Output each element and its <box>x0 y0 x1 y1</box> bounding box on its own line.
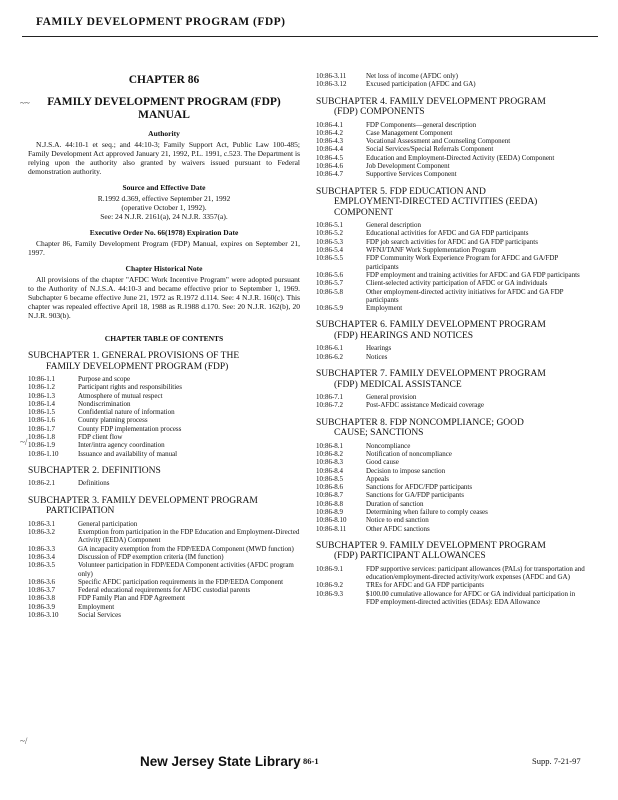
toc-row <box>28 375 300 383</box>
section-title: Notice to end sanction <box>366 516 429 525</box>
subchapter-title-cont: (FDP) MEDICAL ASSISTANCE <box>334 379 462 390</box>
executive-order-text: Chapter 86, Family Development Program (FDP) Manual, expires on September 21, 1997. <box>28 239 300 257</box>
section-title: WFNJ/TANF Work Supplementation Program <box>366 246 496 255</box>
section-title: Educational activities for AFDC and GA FDP participants <box>366 229 529 238</box>
section-title: Confidential nature of information <box>78 408 175 417</box>
section-title: FDP job search activities for AFDC and GA FDP participants <box>366 237 538 246</box>
executive-order-heading: Executive Order No. 66(1978) Expiration Date <box>89 228 239 237</box>
section-number: 10:86-8.7 <box>316 491 344 500</box>
section-title: Specific AFDC participation requirements in the FDP/EEDA Component <box>78 577 284 586</box>
section-title: General description <box>366 221 422 230</box>
section-number: 10:86-7.1 <box>316 393 344 402</box>
subchapter-title-cont: PARTICIPATION <box>46 506 115 517</box>
section-title: Education and Employment-Directed Activity (EEDA) Component <box>366 153 555 162</box>
toc-row <box>28 392 300 400</box>
section-title: Job Development Component <box>366 162 450 171</box>
section-number: 10:86-3.10 <box>28 611 59 620</box>
section-title: Sanctions for AFDC/FDP participants <box>366 483 473 492</box>
section-title: FDP Components—general description <box>366 120 477 129</box>
section-title: Social Services <box>78 611 121 620</box>
section-title: Purpose and scope <box>78 375 131 383</box>
section-number: 10:86-8.1 <box>316 441 344 450</box>
toc-row <box>316 246 588 254</box>
section-number: 10:86-8.4 <box>316 466 344 475</box>
margin-mark: ~/ <box>20 736 28 746</box>
toc-row <box>28 545 300 553</box>
section-title: Volunteer participation in FDP/EEDA Component activities (AFDC program only) <box>78 561 294 578</box>
section-title: Vocational Assessment and Counseling Component <box>366 137 511 146</box>
section-number: 10:86-8.8 <box>316 499 344 508</box>
toc-row <box>28 594 300 602</box>
toc-row <box>316 483 588 491</box>
page-number: 86-1 <box>303 756 319 766</box>
section-number: 10:86-4.6 <box>316 162 344 171</box>
toc-row <box>316 458 588 466</box>
toc-row <box>316 271 588 279</box>
section-number: 10:86-6.2 <box>316 352 344 361</box>
toc-row <box>316 238 588 246</box>
section-number: 10:86-1.4 <box>28 399 56 408</box>
toc-row <box>316 162 588 170</box>
section-number: 10:86-3.4 <box>28 552 56 561</box>
toc-row <box>28 408 300 416</box>
section-number: 10:86-8.2 <box>316 449 344 458</box>
toc-row <box>316 288 588 305</box>
toc-row <box>316 170 588 178</box>
section-title: Atmosphere of mutual respect <box>78 391 163 400</box>
source-line-1: R.1992 d.369, effective September 21, 1992 <box>97 194 231 203</box>
section-number: 10:86-4.4 <box>316 145 344 154</box>
subchapter-title-cont: EMPLOYMENT-DIRECTED ACTIVITIES (EEDA) COMPONENT <box>334 197 538 218</box>
toc-row <box>28 416 300 424</box>
history-text: All provisions of the chapter "AFDC Work Incentive Program" were adopted pursuant to the Authority of N.J.S.A. 44:10-3 and became effective prior to September 1, 1969. Subchapter 6 became effective June 21, 1972 as R.1972 d.114. See: 4 N.J.R. 160(c). This chapter was repealed effective April 18, 1988 as R.1988 d.170. See: 20 N.J.R. 162(b), 20 N.J.R. 903(b). <box>28 275 300 320</box>
left-column <box>28 62 300 619</box>
running-header <box>22 14 598 37</box>
toc-row <box>316 353 588 361</box>
subchapter-heading <box>316 369 588 390</box>
section-number: 10:86-3.9 <box>28 602 56 611</box>
section-title: FDP client flow <box>78 433 123 442</box>
section-number: 10:86-5.9 <box>316 304 344 313</box>
subchapter-title: SUBCHAPTER 6. FAMILY DEVELOPMENT PROGRAM <box>316 320 546 331</box>
section-title: Notices <box>366 352 388 361</box>
section-title: $100.00 cumulative allowance for AFDC or GA individual participation in FDP employment-directed activities (EDAs): EDA Allowance <box>366 589 576 607</box>
subchapter-heading <box>316 418 588 439</box>
section-title: Excused participation (AFDC and GA) <box>366 80 476 89</box>
section-number: 10:86-8.10 <box>316 516 347 525</box>
toc-row <box>316 401 588 409</box>
toc-row <box>28 561 300 578</box>
section-title: FDP Family Plan and FDP Agreement <box>78 594 186 603</box>
section-number: 10:86-7.2 <box>316 401 344 410</box>
subchapter-title-cont: (FDP) COMPONENTS <box>334 107 425 118</box>
section-title: General provision <box>366 393 417 402</box>
section-title: Employment <box>366 304 403 313</box>
subchapter-title: SUBCHAPTER 4. FAMILY DEVELOPMENT PROGRAM <box>316 96 546 107</box>
section-number: 10:86-1.10 <box>28 449 59 458</box>
section-number: 10:86-5.1 <box>316 221 344 230</box>
section-number: 10:86-5.6 <box>316 270 344 279</box>
section-number: 10:86-9.1 <box>316 564 344 573</box>
section-number: 10:86-4.5 <box>316 153 344 162</box>
section-number: 10:86-5.2 <box>316 229 344 238</box>
toc-row <box>316 500 588 508</box>
section-title: Supportive Services Component <box>366 170 457 179</box>
toc-row <box>28 528 300 545</box>
section-number: 10:86-3.1 <box>28 519 56 528</box>
section-title: Social Services/Special Referrals Component <box>366 145 494 154</box>
toc-row <box>316 229 588 237</box>
section-title: Client-selected activity participation of AFDC or GA individuals <box>366 279 548 288</box>
section-title: Employment <box>78 602 115 611</box>
section-number: 10:86-5.8 <box>316 287 344 296</box>
subchapter-title: SUBCHAPTER 9. FAMILY DEVELOPMENT PROGRAM <box>316 540 546 551</box>
section-number: 10:86-5.3 <box>316 237 344 246</box>
header-title: FAMILY DEVELOPMENT PROGRAM (FDP) <box>36 16 286 28</box>
section-number: 10:86-9.3 <box>316 589 344 598</box>
subchapter-heading <box>28 351 300 372</box>
section-number: 10:86-8.9 <box>316 508 344 516</box>
section-number: 10:86-1.2 <box>28 383 56 392</box>
section-number: 10:86-1.6 <box>28 416 56 425</box>
toc-row <box>316 467 588 475</box>
toc-row <box>316 121 588 129</box>
subchapter-heading <box>28 496 300 517</box>
section-title: Good cause <box>366 458 399 467</box>
subchapter-title-cont: (FDP) PARTICIPANT ALLOWANCES <box>334 551 486 562</box>
section-title: Other AFDC sanctions <box>366 524 430 533</box>
section-number: 10:86-4.7 <box>316 170 344 179</box>
toc-row <box>316 581 588 589</box>
section-title: Federal educational requirements for AFDC custodial parents <box>78 586 251 595</box>
right-column <box>316 72 588 606</box>
section-title: FDP supportive services: participant allowances (PALs) for transportation and education/employment-directed activity/work expenses (AFDC and GA) <box>366 564 585 582</box>
subchapter-title-cont: (FDP) HEARINGS AND NOTICES <box>334 330 474 341</box>
toc-row <box>28 520 300 528</box>
section-title: Noncompliance <box>366 441 411 450</box>
section-number: 10:86-3.11 <box>316 72 347 80</box>
toc-row <box>316 344 588 352</box>
subchapter-title-cont: CAUSE; SANCTIONS <box>334 428 424 439</box>
section-number: 10:86-8.6 <box>316 483 344 492</box>
section-title: County planning process <box>78 416 148 425</box>
section-title: Decision to impose sanction <box>366 466 446 475</box>
toc-row <box>316 393 588 401</box>
section-number: 10:86-5.4 <box>316 246 344 255</box>
section-number: 10:86-8.5 <box>316 474 344 483</box>
section-title: Other employment-directed activity initiatives for AFDC and GA FDP participants <box>366 287 564 304</box>
toc-row <box>316 525 588 533</box>
section-number: 10:86-4.3 <box>316 137 344 146</box>
section-number: 10:86-3.12 <box>316 80 347 89</box>
toc-row <box>28 400 300 408</box>
subchapter-heading <box>28 466 300 477</box>
toc-row <box>28 586 300 594</box>
section-number: 10:86-2.1 <box>28 479 56 488</box>
section-number: 10:86-1.3 <box>28 391 56 400</box>
section-number: 10:86-5.7 <box>316 279 344 288</box>
section-number: 10:86-8.3 <box>316 458 344 467</box>
toc-row <box>316 590 588 607</box>
section-number: 10:86-5.5 <box>316 254 344 263</box>
section-title: Case Management Component <box>366 128 453 137</box>
toc-row <box>28 450 300 458</box>
toc-row <box>28 433 300 441</box>
section-title: Nondiscrimination <box>78 399 131 408</box>
section-title: GA incapacity exemption from the FDP/EEDA Component (MWD function) <box>78 544 294 553</box>
toc-row <box>316 565 588 582</box>
section-number: 10:86-3.3 <box>28 544 56 553</box>
section-number: 10:86-1.1 <box>28 375 56 383</box>
authority-text: N.J.S.A. 44:10-1 et seq.; and 44:10-3; Family Support Act, Public Law 100-485; Family Development Act approved January 21, 1992, P.L. 1991, c.523. The Department is relying upon the authority also granted by waivers issued pursuant to Federal demonstration authority. <box>28 140 300 176</box>
right-continued-rows <box>316 72 588 89</box>
left-toc <box>28 351 300 619</box>
subchapter-heading <box>316 541 588 562</box>
section-title: Issuance and availability of manual <box>78 449 178 458</box>
toc-row <box>28 603 300 611</box>
toc-row <box>28 578 300 586</box>
toc-row <box>316 279 588 287</box>
toc-row <box>316 72 588 80</box>
toc-row <box>316 475 588 483</box>
toc-row <box>316 145 588 153</box>
section-title: Inter/intra agency coordination <box>78 441 165 450</box>
margin-mark: ~/ <box>20 437 28 447</box>
section-title: Sanctions for GA/FDP participants <box>366 491 464 500</box>
subchapter-title-cont: FAMILY DEVELOPMENT PROGRAM (FDP) <box>46 361 229 372</box>
subchapter-title: SUBCHAPTER 8. FDP NONCOMPLIANCE; GOOD <box>316 417 524 428</box>
section-title: Determining when failure to comply ceases <box>366 508 488 516</box>
section-number: 10:86-3.5 <box>28 561 56 570</box>
section-number: 10:86-3.2 <box>28 528 56 537</box>
history-heading: Chapter Historical Note <box>125 264 203 273</box>
section-title: Appeals <box>366 474 389 483</box>
section-title: TREs for AFDC and GA FDP participants <box>366 581 484 590</box>
section-number: 10:86-1.9 <box>28 441 56 450</box>
section-number: 10:86-6.1 <box>316 344 344 353</box>
section-number: 10:86-4.1 <box>316 120 344 129</box>
section-title: Duration of sanction <box>366 499 424 508</box>
source-line-2: (operative October 1, 1992). <box>121 203 207 212</box>
section-title: Discussion of FDP exemption criteria (IM function) <box>78 552 224 561</box>
toc-row <box>316 154 588 162</box>
section-title: General participation <box>78 519 138 528</box>
toc-row <box>316 304 588 312</box>
section-number: 10:86-1.5 <box>28 408 56 417</box>
toc-row <box>316 80 588 88</box>
margin-mark: ~~ <box>20 98 30 108</box>
source-heading: Source and Effective Date <box>122 183 206 192</box>
toc-row <box>316 442 588 450</box>
toc-row <box>28 441 300 449</box>
authority-heading: Authority <box>148 129 180 138</box>
subchapter-heading <box>316 320 588 341</box>
subchapter-heading <box>316 97 588 118</box>
subchapter-title: SUBCHAPTER 3. FAMILY DEVELOPMENT PROGRAM <box>28 495 258 506</box>
toc-row <box>316 254 588 271</box>
source-line-3: See: 24 N.J.R. 2161(a), 24 N.J.R. 3357(a). <box>100 212 228 221</box>
chapter-number: CHAPTER 86 <box>128 74 200 86</box>
toc-row <box>316 221 588 229</box>
section-number: 10:86-3.7 <box>28 586 56 595</box>
section-number: 10:86-8.11 <box>316 524 347 533</box>
subchapter-heading <box>316 187 588 219</box>
section-title: Hearings <box>366 344 392 353</box>
section-title: Definitions <box>78 479 110 488</box>
library-stamp: New Jersey State Library <box>140 754 301 769</box>
manual-title: FAMILY DEVELOPMENT PROGRAM (FDP) MANUAL <box>47 96 281 121</box>
toc-row <box>316 491 588 499</box>
toc-row <box>28 553 300 561</box>
section-number: 10:86-3.6 <box>28 577 56 586</box>
section-number: 10:86-1.8 <box>28 433 56 442</box>
section-title: County FDP implementation process <box>78 424 182 433</box>
subchapter-title: SUBCHAPTER 5. FDP EDUCATION AND <box>316 186 486 197</box>
toc-heading: CHAPTER TABLE OF CONTENTS <box>104 334 224 343</box>
section-number: 10:86-1.7 <box>28 424 56 433</box>
right-toc <box>316 97 588 607</box>
toc-row <box>316 516 588 524</box>
toc-row <box>316 129 588 137</box>
toc-row <box>28 383 300 391</box>
section-number: 10:86-9.2 <box>316 581 344 590</box>
supplement-date: Supp. 7-21-97 <box>532 756 581 766</box>
subchapter-title: SUBCHAPTER 1. GENERAL PROVISIONS OF THE <box>28 351 240 361</box>
section-title: Net loss of income (AFDC only) <box>366 72 458 80</box>
toc-row <box>28 425 300 433</box>
toc-row <box>316 137 588 145</box>
subchapter-title: SUBCHAPTER 7. FAMILY DEVELOPMENT PROGRAM <box>316 369 546 380</box>
subchapter-title: SUBCHAPTER 2. DEFINITIONS <box>28 465 161 476</box>
toc-row <box>316 508 588 516</box>
section-number: 10:86-4.2 <box>316 128 344 137</box>
section-title: Exemption from participation in the FDP Education and Employment-Directed Activity (EEDA) Component <box>78 528 300 545</box>
section-title: Post-AFDC assistance Medicaid coverage <box>366 401 484 410</box>
toc-row <box>28 611 300 619</box>
toc-row <box>28 479 300 487</box>
section-title: FDP Community Work Experience Program for AFDC and GA/FDP participants <box>366 254 559 271</box>
toc-row <box>316 450 588 458</box>
section-title: Participant rights and responsibilities <box>78 383 183 392</box>
section-title: FDP employment and training activities for AFDC and GA FDP participants <box>366 270 580 279</box>
section-title: Notification of noncompliance <box>366 449 452 458</box>
section-number: 10:86-3.8 <box>28 594 56 603</box>
